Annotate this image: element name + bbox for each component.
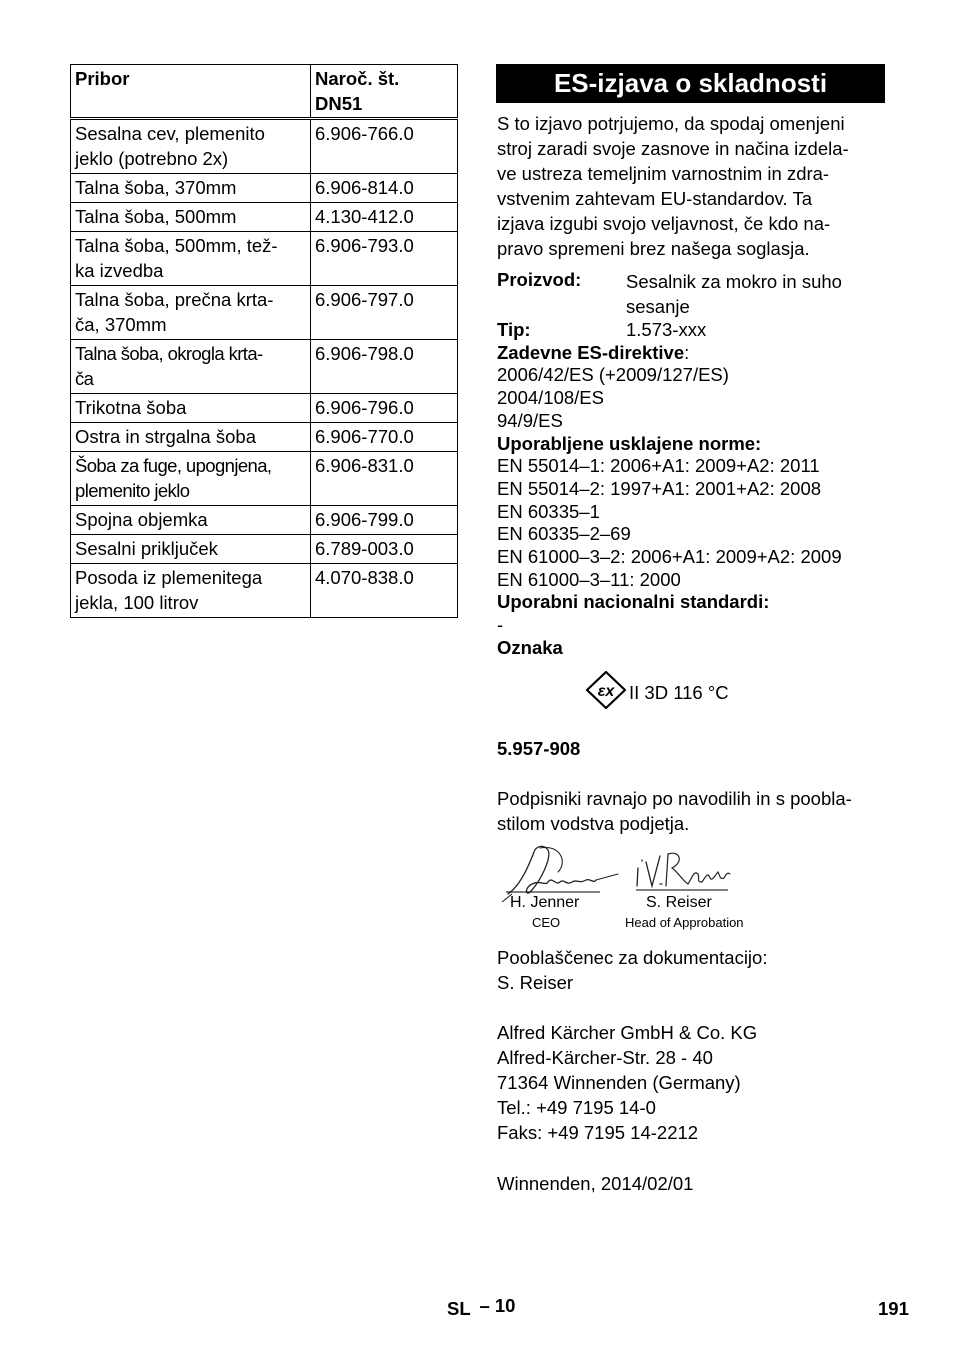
accessory-name: Šoba za fuge, upognjena, plemenito jeklo (71, 452, 311, 506)
norms-heading: Uporabljene usklajene norme: (497, 432, 762, 454)
table-row (71, 535, 458, 564)
product-value: Sesalnik za mokro in suho sesanje (626, 271, 842, 317)
signer2-name: S. Reiser (646, 894, 712, 911)
order-number: 4.070-838.0 (311, 564, 458, 618)
declaration-details (497, 269, 887, 660)
table-row (71, 564, 458, 618)
order-number: 6.906-831.0 (311, 452, 458, 506)
ex-marking (585, 671, 729, 709)
accessory-name: Talna šoba, okrogla krta- ča (71, 340, 311, 394)
accessory-name: Ostra in strgalna šoba (71, 423, 311, 452)
type-label: Tip: (497, 319, 531, 340)
table-header-row (71, 65, 458, 119)
intro-line: ve ustreza temeljnim varnostnim in zdra- (497, 163, 830, 184)
intro-line: pravo spremeni brez našega soglasja. (497, 238, 810, 259)
footer-page-label (447, 1295, 516, 1320)
order-number: 6.789-003.0 (311, 535, 458, 564)
table-row (71, 119, 458, 174)
norm-item: EN 60335–1 (497, 500, 600, 522)
accessory-name: Talna šoba, 370mm (71, 174, 311, 203)
footer-section-page: – 10 (479, 1295, 516, 1316)
declaration-title: ES-izjava o skladnosti (496, 64, 885, 103)
order-number: 6.906-766.0 (311, 119, 458, 174)
order-number: 6.906-770.0 (311, 423, 458, 452)
product-label: Proizvod: (497, 269, 582, 290)
table-row (71, 340, 458, 394)
table-row (71, 423, 458, 452)
national-standards-heading: Uporabni nacionalni standardi: (497, 591, 770, 613)
accessory-name: Talna šoba, 500mm (71, 203, 311, 232)
directive-item: 2006/42/ES (+2009/127/ES) (497, 364, 729, 386)
doc-rep-label: Pooblaščenec za dokumentacijo: (497, 947, 768, 968)
order-number: 6.906-798.0 (311, 340, 458, 394)
document-number: 5.957-908 (497, 738, 581, 759)
address-line: Faks: +49 7195 14-2212 (497, 1122, 699, 1143)
address-line: Tel.: +49 7195 14-0 (497, 1097, 656, 1118)
accessory-name: Talna šoba, prečna krta- ča, 370mm (71, 286, 311, 340)
directives-heading: Zadevne ES-direktive: (497, 341, 690, 363)
intro-line: S to izjavo potrjujemo, da spodaj omenjeni (497, 113, 845, 134)
norm-item: EN 61000–3–11: 2000 (497, 568, 681, 590)
signer1-title: CEO (532, 915, 561, 930)
address-line: Alfred-Kärcher-Str. 28 - 40 (497, 1047, 713, 1068)
table-row (71, 174, 458, 203)
declaration-intro (497, 111, 887, 261)
signer1-name: H. Jenner (510, 894, 580, 911)
company-address (497, 1020, 887, 1145)
norm-item: EN 55014–1: 2006+A1: 2009+A2: 2011 (497, 455, 820, 477)
signers-statement-line: stilom vodstva podjetja. (497, 813, 690, 834)
national-standards-value: - (497, 614, 504, 636)
intro-line: stroj zaradi svoje zasnove in načina izdela- (497, 138, 849, 159)
marking-heading: Oznaka (497, 636, 563, 658)
address-line: 71364 Winnenden (Germany) (497, 1072, 741, 1093)
order-number: 6.906-797.0 (311, 286, 458, 340)
signers-statement-line: Podpisniki ravnajo po navodilih in s poobla- (497, 788, 852, 809)
address-line: Alfred Kärcher GmbH & Co. KG (497, 1022, 758, 1043)
ex-marking-text: II 3D 116 °C (629, 682, 729, 703)
table-row (71, 203, 458, 232)
table-row (71, 394, 458, 423)
signers-statement (497, 786, 887, 836)
order-number: 4.130-412.0 (311, 203, 458, 232)
order-number: 6.906-796.0 (311, 394, 458, 423)
accessory-name: Sesalni priključek (71, 535, 311, 564)
directive-item: 94/9/ES (497, 409, 563, 431)
accessory-name: Trikotna šoba (71, 394, 311, 423)
intro-line: izjava izgubi svojo veljavnost, če kdo na- (497, 213, 831, 234)
footer-language: SL (447, 1298, 471, 1319)
table-row (71, 232, 458, 286)
documentation-representative (497, 945, 887, 995)
accessories-table (70, 64, 458, 618)
table-row (71, 452, 458, 506)
header-accessory: Pribor (71, 65, 311, 119)
order-number: 6.906-799.0 (311, 506, 458, 535)
type-row (497, 319, 887, 342)
norm-item: EN 55014–2: 1997+A1: 2001+A2: 2008 (497, 477, 822, 499)
norm-item: EN 61000–3–2: 2006+A1: 2009+A2: 2009 (497, 546, 842, 568)
table-row (71, 506, 458, 535)
accessory-name: Spojna objemka (71, 506, 311, 535)
place-and-date: Winnenden, 2014/02/01 (497, 1173, 694, 1194)
signer2-title: Head of Approbation (625, 915, 744, 930)
accessory-name: Talna šoba, 500mm, tež- ka izvedba (71, 232, 311, 286)
accessory-name: Sesalna cev, plemenito jeklo (potrebno 2x) (71, 119, 311, 174)
page-number: 191 (878, 1298, 909, 1319)
doc-rep-name: S. Reiser (497, 972, 574, 993)
product-row (497, 269, 887, 319)
directive-item: 2004/108/ES (497, 387, 604, 409)
type-value: 1.573-xxx (626, 319, 707, 340)
header-order-number: Naroč. št. DN51 (311, 65, 458, 119)
signature-reiser (632, 848, 732, 894)
order-number: 6.906-814.0 (311, 174, 458, 203)
intro-line: vstvenim zahtevam EU-standardov. Ta (497, 188, 812, 209)
order-number: 6.906-793.0 (311, 232, 458, 286)
accessory-name: Posoda iz plemenitega jekla, 100 litrov (71, 564, 311, 618)
table-row (71, 286, 458, 340)
norm-item: EN 60335–2–69 (497, 523, 631, 545)
ex-hexagon-icon (585, 671, 627, 709)
svg-text:εx: εx (597, 683, 615, 700)
